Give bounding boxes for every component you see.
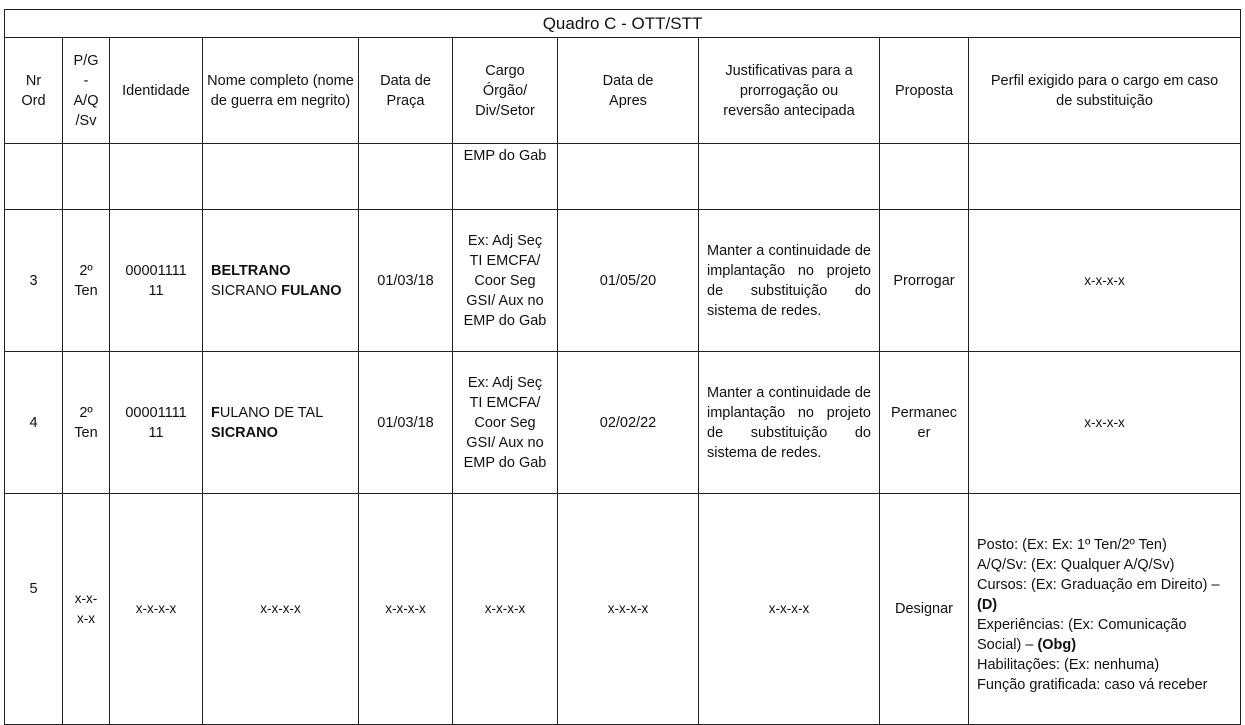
header-row <box>5 38 1241 144</box>
data-praca-cell: 01/03/18 <box>359 352 453 494</box>
cargo-cell: x-x-x-x <box>453 494 558 725</box>
proposta-cell: Prorrogar <box>880 210 969 352</box>
table-row <box>5 210 1241 352</box>
header-justificativas: Justificativas para a prorrogação ou reversão antecipada <box>699 38 880 144</box>
header-pg: P/G - A/Q /Sv <box>63 38 110 144</box>
flag-obg: (Obg) <box>1037 637 1077 653</box>
table-title-row <box>5 10 1241 38</box>
justificativa-cell: x-x-x-x <box>699 494 880 725</box>
quadro-table <box>4 9 1241 725</box>
table-title: Quadro C - OTT/STT <box>5 10 1241 38</box>
perfil-aqsv: A/Q/Sv: (Ex: Qualquer A/Q/Sv) <box>977 557 1175 573</box>
data-apres-cell: 01/05/20 <box>558 210 699 352</box>
nome-cell: x-x-x-x <box>203 494 359 725</box>
cargo-cell: Ex: Adj Seç TI EMCFA/ Coor Seg GSI/ Aux no EMP do Gab <box>453 210 558 352</box>
nome-guerra: SICRANO <box>211 424 278 441</box>
header-data-praca: Data de Praça <box>359 38 453 144</box>
header-identidade: Identidade <box>110 38 203 144</box>
data-apres-cell: x-x-x-x <box>558 494 699 725</box>
nr-ord-cell: 5 <box>5 494 63 725</box>
header-cargo: Cargo Órgão/ Div/Setor <box>453 38 558 144</box>
perfil-cursos: Cursos: (Ex: Graduação em Direito) – (D) <box>977 577 1220 613</box>
cargo-cell: Ex: Adj Seç TI EMCFA/ Coor Seg GSI/ Aux no EMP do Gab <box>453 352 558 494</box>
table-row <box>5 144 1241 210</box>
data-praca-cell: 01/03/18 <box>359 210 453 352</box>
header-nr-ord: Nr Ord <box>5 38 63 144</box>
data-praca-cell: x-x-x-x <box>359 494 453 725</box>
pg-cell: 2º Ten <box>63 352 110 494</box>
justificativa-cell: Manter a continuidade de implantação no projeto de substituição do sistema de redes. <box>699 210 880 352</box>
perfil-funcao: Função gratificada: caso vá receber <box>977 677 1208 693</box>
proposta-cell: Designar <box>880 494 969 725</box>
data-apres-cell: 02/02/22 <box>558 352 699 494</box>
perfil-posto: Posto: (Ex: Ex: 1º Ten/2º Ten) <box>977 537 1167 553</box>
perfil-experiencias: Experiências: (Ex: Comunicação Social) – (Obg) <box>977 617 1187 653</box>
identidade-cell: x-x-x-x <box>110 494 203 725</box>
header-nome: Nome completo (nome de guerra em negrito) <box>203 38 359 144</box>
flag-d: (D) <box>977 597 998 613</box>
nome-guerra: FULANO <box>281 282 342 299</box>
identidade-cell: 00001111 11 <box>110 210 203 352</box>
nome-guerra: F <box>211 404 220 421</box>
nome-cell <box>203 352 359 494</box>
pg-cell: x-x-x-x <box>63 494 110 725</box>
cargo-cell: EMP do Gab <box>453 144 558 210</box>
proposta-cell: Permanecer <box>880 352 969 494</box>
nome-text: ULANO DE TAL <box>219 404 323 421</box>
perfil-cell: x-x-x-x <box>969 210 1241 352</box>
identidade-cell: 00001111 11 <box>110 352 203 494</box>
header-proposta: Proposta <box>880 38 969 144</box>
nr-ord-cell: 4 <box>5 352 63 494</box>
header-perfil: Perfil exigido para o cargo em caso de substituição <box>969 38 1241 144</box>
nome-text: SICRANO <box>211 282 282 299</box>
perfil-habilitacoes: Habilitações: (Ex: nenhuma) <box>977 657 1160 673</box>
header-data-apres: Data de Apres <box>558 38 699 144</box>
table-row <box>5 494 1241 725</box>
nr-ord-cell: 3 <box>5 210 63 352</box>
perfil-cell: x-x-x-x <box>969 352 1241 494</box>
pg-cell: 2º Ten <box>63 210 110 352</box>
perfil-cell <box>969 494 1241 725</box>
nome-guerra: BELTRANO <box>211 262 291 279</box>
nome-cell <box>203 210 359 352</box>
table-row <box>5 352 1241 494</box>
justificativa-cell: Manter a continuidade de implantação no projeto de substituição do sistema de redes. <box>699 352 880 494</box>
